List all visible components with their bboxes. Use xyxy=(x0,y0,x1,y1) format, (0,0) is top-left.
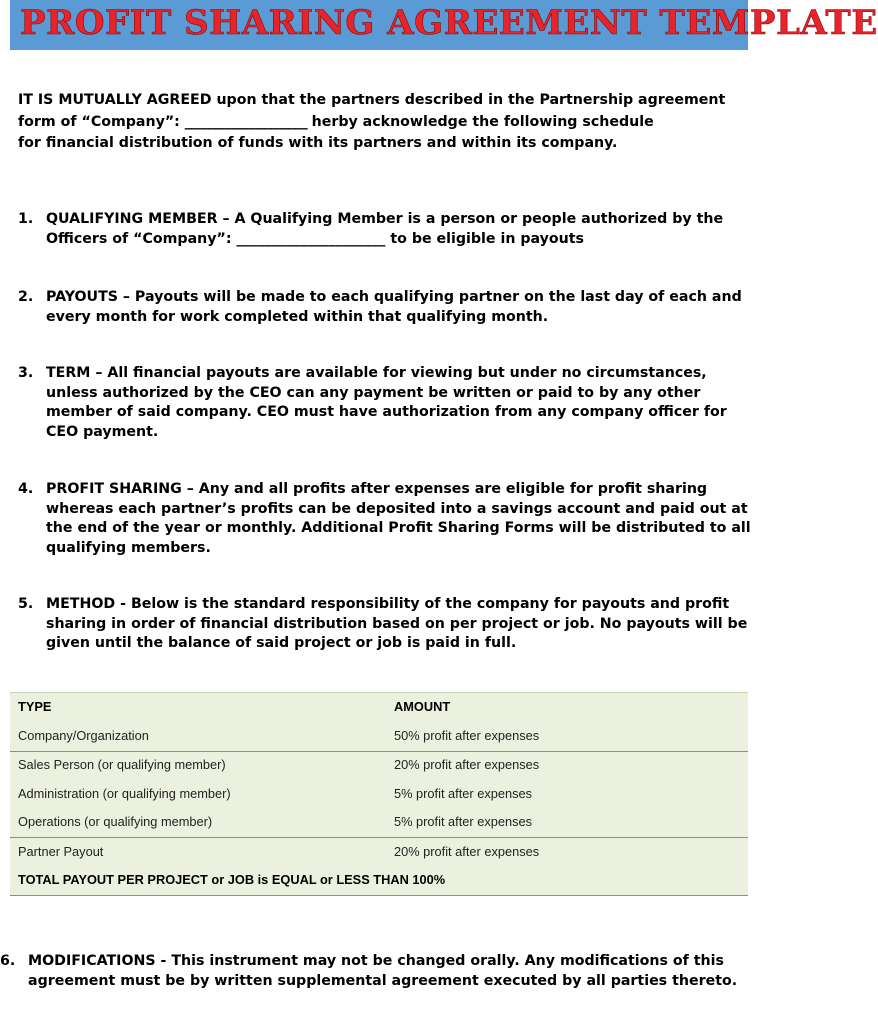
clause-line: MODIFICATIONS - This instrument may not be changed orally. Any modifications of this xyxy=(28,953,724,969)
clause-body xyxy=(46,595,747,654)
clause-line: PROFIT SHARING – Any and all profits after expenses are eligible for profit sharing xyxy=(46,481,708,497)
clause-line: every month for work completed within that qualifying month. xyxy=(46,308,549,325)
clause-body xyxy=(46,364,727,442)
table-total-row xyxy=(10,866,748,894)
table-row xyxy=(10,722,748,750)
clause-body xyxy=(46,288,742,327)
amount-cell: 50% profit after expenses xyxy=(394,728,540,743)
clause-line: QUALIFYING MEMBER – A Qualifying Member is a person or people authorized by the xyxy=(46,211,724,227)
table-row xyxy=(10,838,748,866)
type-cell: Sales Person (or qualifying member) xyxy=(18,757,226,772)
intro-line-1 xyxy=(18,90,738,112)
amount-cell: 20% profit after expenses xyxy=(394,844,540,859)
clause-number: 3. xyxy=(18,365,34,381)
clause-line: TERM – All financial payouts are available for viewing but under no circumstances, xyxy=(46,365,707,381)
intro-paragraph xyxy=(18,90,738,155)
company-name-blank[interactable]: ____________________ xyxy=(184,113,307,130)
table-header-row xyxy=(10,693,748,721)
total-payout-note: TOTAL PAYOUT PER PROJECT or JOB is EQUAL or LESS THAN 100% xyxy=(18,872,446,887)
clause-body xyxy=(28,952,737,991)
payout-table xyxy=(10,692,748,896)
clause-line: unless authorized by the CEO can any payment be written or paid to by any other xyxy=(46,384,701,401)
title-banner xyxy=(10,0,878,50)
clause-line: qualifying members. xyxy=(46,539,211,556)
intro-line-2 xyxy=(18,112,738,134)
clause-body xyxy=(46,210,723,249)
intro-company-label: form of “Company”: xyxy=(18,113,185,130)
clause-number: 5. xyxy=(18,596,34,612)
type-cell: Company/Organization xyxy=(18,728,149,743)
clause-number: 6. xyxy=(0,953,16,969)
intro-line-1-rest: upon that the partners described in the Partnership agreement xyxy=(211,92,726,108)
table-row xyxy=(10,751,748,779)
clause-number: 1. xyxy=(18,211,34,227)
clause-line: agreement must be by written supplemental agreement executed by all parties thereto. xyxy=(28,972,738,989)
intro-line-3: for financial distribution of funds with its partners and within its company. xyxy=(18,135,618,151)
clause-line: PAYOUTS – Payouts will be made to each qualifying partner on the last day of each and xyxy=(46,289,742,305)
page-title: PROFIT SHARING AGREEMENT TEMPLATE xyxy=(20,3,878,43)
clause-body xyxy=(46,480,751,558)
clause-line: given until the balance of said project or job is paid in full. xyxy=(46,635,517,652)
intro-line-2-end: herby acknowledge the following schedule xyxy=(306,113,654,130)
amount-cell: 5% profit after expenses xyxy=(394,786,532,801)
clause-line: sharing in order of financial distribution based on per project or job. No payouts will be xyxy=(46,615,748,632)
type-cell: Operations (or qualifying member) xyxy=(18,814,213,829)
table-row xyxy=(10,808,748,836)
amount-cell: 5% profit after expenses xyxy=(394,814,532,829)
column-header-type: TYPE xyxy=(18,699,52,714)
type-cell: Administration (or qualifying member) xyxy=(18,786,231,801)
clause-line: Officers of “Company”: _____________________ to be eligible in payouts xyxy=(46,230,584,247)
clause-number: 4. xyxy=(18,481,34,497)
clause-line: whereas each partner’s profits can be deposited into a savings account and paid out at xyxy=(46,500,748,517)
intro-lead: IT IS MUTUALLY AGREED xyxy=(18,92,212,108)
table-row xyxy=(10,780,748,808)
type-cell: Partner Payout xyxy=(18,844,104,859)
column-header-amount: AMOUNT xyxy=(394,699,451,714)
clause-line: METHOD - Below is the standard responsibility of the company for payouts and profit xyxy=(46,596,730,612)
clause-line: member of said company. CEO must have authorization from any company officer for xyxy=(46,404,727,421)
amount-cell: 20% profit after expenses xyxy=(394,757,540,772)
clause-line: CEO payment. xyxy=(46,423,159,440)
clause-line: the end of the year or monthly. Additional Profit Sharing Forms will be distributed to all xyxy=(46,520,751,537)
clause-number: 2. xyxy=(18,289,34,305)
